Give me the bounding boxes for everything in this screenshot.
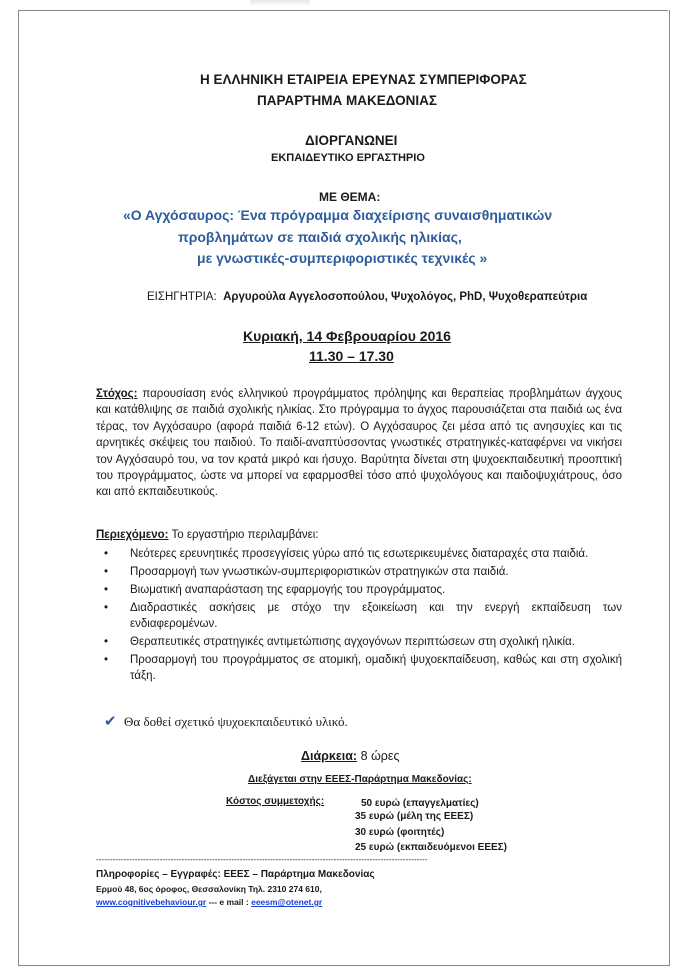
workshop-title-line-3: με γνωστικές-συμπεριφοριστικές τεχνικές » <box>197 250 488 266</box>
organization-name: Η ΕΛΛΗΝΙΚΗ ΕΤΑΙΡΕΙΑ ΕΡΕΥΝΑΣ ΣΥΜΠΕΡΙΦΟΡΑΣ <box>200 72 527 87</box>
footer-contacts <box>96 897 322 907</box>
speaker-name: Αργυρούλα Αγγελοσοπούλου, Ψυχολόγος, PhD, Ψυχοθεραπεύτρια <box>223 291 588 303</box>
theme-label: ΜΕ ΘΕΜΑ: <box>319 190 381 204</box>
workshop-title-line-2: προβλημάτων σε παιδιά σχολικής ηλικίας, <box>178 229 462 245</box>
contents-intro: Το εργαστήριο περιλαμβάνει: <box>168 529 319 541</box>
list-item: • Θεραπευτικές στρατηγικές αντιμετώπισης αγχογόνων περιπτώσεων στη σχολική ηλικία. <box>104 636 575 648</box>
bullet-icon: • <box>104 584 109 596</box>
workshop-title-line-1: «Ο Αγχόσαυρος: Ένα πρόγραμμα διαχείρισης συναισθηματικών <box>123 207 553 223</box>
footer-divider: ------------------------------------------------------------------------------------------------------------------------ <box>96 855 428 864</box>
event-type: ΕΚΠΑΙΔΕΥΤΙΚΟ ΕΡΓΑΣΤΗΡΙΟ <box>271 152 425 164</box>
bullet-icon: • <box>104 602 109 614</box>
contents-label: Περιεχόμενο: <box>96 529 169 541</box>
duration-line <box>301 749 399 763</box>
material-note: Θα δοθεί σχετικό ψυχοεκπαιδευτικό υλικό. <box>124 714 348 729</box>
cost-item: 50 ευρώ (επαγγελματίες) <box>361 798 479 809</box>
goal-paragraph <box>96 386 622 501</box>
bullet-icon: • <box>104 654 109 666</box>
goal-text: παρουσίαση ενός ελληνικού προγράμματος πρόληψης και θεραπείας προβλημάτων άγχους και κατάθλιψης σε παιδιά σχολικής ηλικίας. Στο πρόγραμμα το άγχος παρουσιάζεται στα παιδιά ως ένα τέρας, τον Αγχόσαυρο (αφορά παιδιά 6-12 ετών). Ο Αγχόσαυρος ζει μέσα από τις ανησυχίες και τις αρνητικές σκέψεις του παιδιού. Το παιδί-αναπτύσσοντας γνωστικές στρατηγικές-καταφέρνει να νικήσει τον Αγχόσαυρό του, να τον κρατά μικρό και ήσυχο. Βαρύτητα δίνεται στη ψυχοεκπαιδευτική προοπτική του προγράμματος, ώστε να μπορεί να εφαρμοσθεί τόσο από ψυχολόγους και παιδοψυχιάτρους, όσο και από εκπαιδευτικούς. <box>96 388 622 499</box>
footer-info-line: Πληροφορίες – Εγγραφές: ΕΕΕΣ – Παράρτημα Μακεδονίας <box>96 869 375 880</box>
website-link[interactable]: www.cognitivebehaviour.gr <box>96 897 207 907</box>
list-item: • Βιωματική αναπαράσταση της εφαρμογής του προγράμματος. <box>104 584 446 596</box>
goal-label: Στόχος: <box>96 388 138 400</box>
event-date: Κυριακή, 14 Φεβρουαρίου 2016 <box>243 328 451 344</box>
contents-list <box>96 546 622 686</box>
cost-item: 30 ευρώ (φοιτητές) <box>355 827 445 838</box>
checkmark-icon: ✔ <box>104 713 117 730</box>
email-separator: --- e mail : <box>206 897 252 907</box>
list-item: • Νεότερες ερευνητικές προσεγγίσεις γύρω από τις εσωτερικευμένες διαταραχές στα παιδιά. <box>104 548 589 560</box>
cost-label: Κόστος συμμετοχής: <box>226 796 325 807</box>
cost-item: 35 ευρώ (μέλη της ΕΕΕΣ) <box>355 811 474 822</box>
organization-branch: ΠΑΡΑΡΤΗΜΑ ΜΑΚΕΔΟΝΙΑΣ <box>257 93 437 108</box>
duration-value: 8 ώρες <box>357 749 400 763</box>
speaker-label: ΕΙΣΗΓΗΤΡΙΑ: <box>147 291 217 303</box>
page-top-shadow <box>250 0 310 6</box>
organizes-heading: ΔΙΟΡΓΑΝΩΝΕΙ <box>305 133 398 148</box>
bullet-icon: • <box>104 566 109 578</box>
email-link[interactable]: eeesm@otenet.gr <box>251 897 323 907</box>
duration-label: Διάρκεια: <box>301 749 358 763</box>
list-item: • Προσαρμογή των γνωστικών-συμπεριφοριστικών στρατηγικών στα παιδιά. <box>104 566 509 578</box>
cost-item: 25 ευρώ (εκπαιδευόμενοι ΕΕΕΣ) <box>355 842 508 853</box>
bullet-icon: • <box>104 636 109 648</box>
list-item: • Διαδραστικές ασκήσεις με στόχο την εξοικείωση και την ενεργή εκπαίδευση των ενδιαφερομένων. <box>104 602 622 630</box>
list-item: • Προσαρμογή του προγράμματος σε ατομική, ομαδική ψυχοεκπαίδευση, καθώς και στη σχολική τάξη. <box>104 654 622 682</box>
footer-address: Ερμού 48, 6ος όροφος, Θεσσαλονίκη Τηλ. 2310 274 610, <box>96 884 322 894</box>
venue-line: Διεξάγεται στην ΕΕΕΣ-Παράρτημα Μακεδονίας: <box>248 774 472 785</box>
contents-paragraph <box>96 527 622 543</box>
speaker-line <box>147 291 587 303</box>
event-time: 11.30 – 17.30 <box>309 348 394 364</box>
bullet-icon: • <box>104 548 109 560</box>
